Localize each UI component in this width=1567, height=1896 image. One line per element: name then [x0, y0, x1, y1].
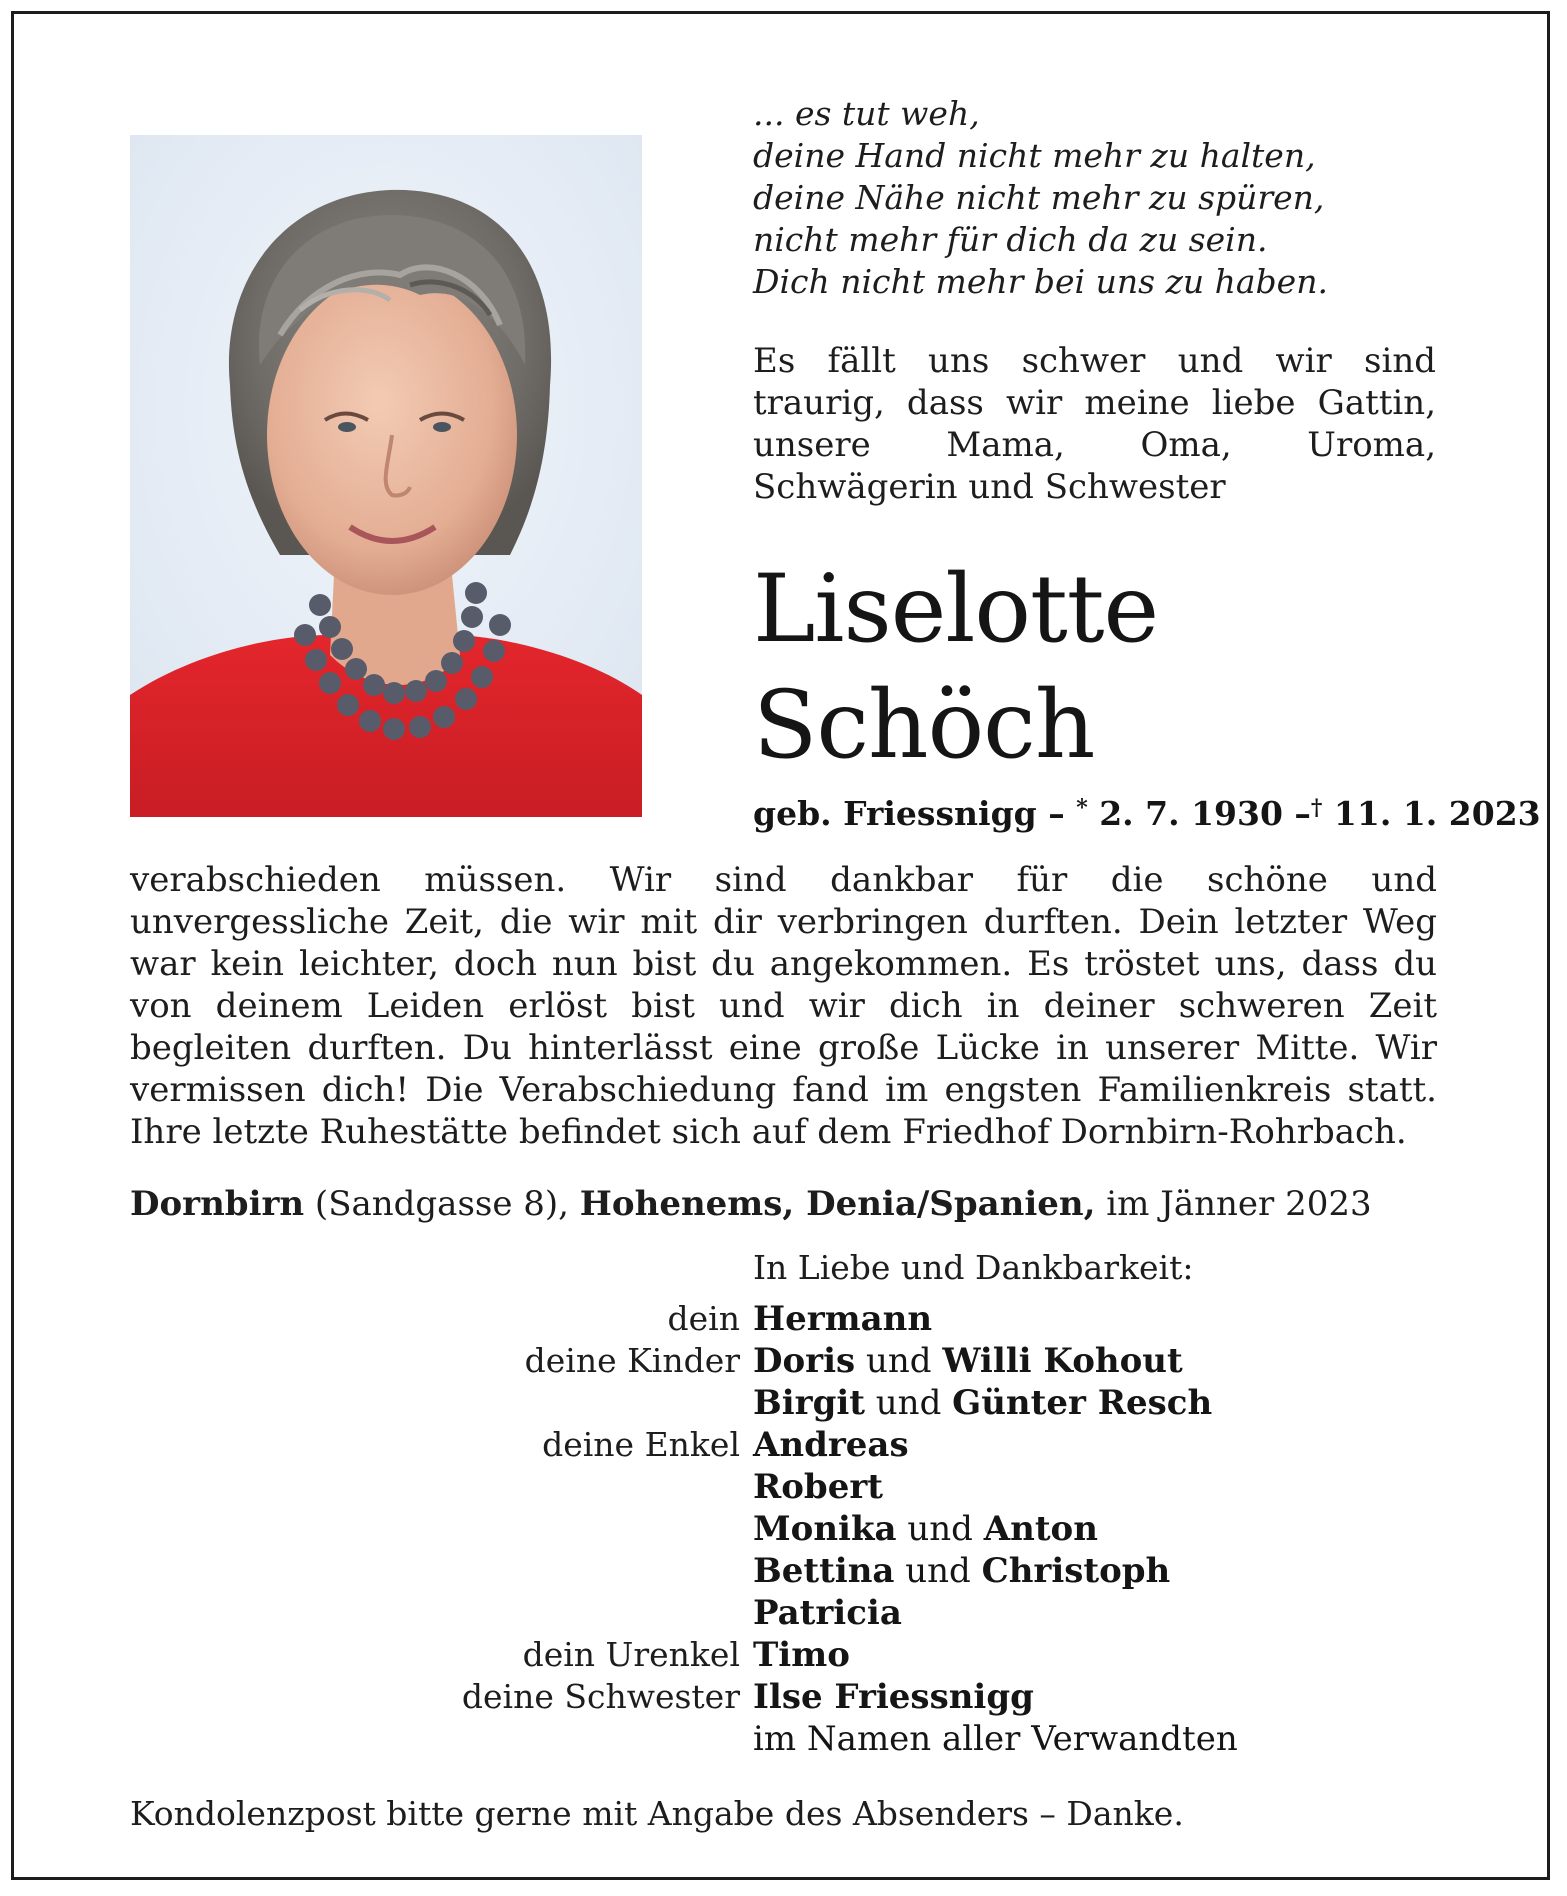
family-row: [380, 1424, 1480, 1466]
connector-text: und: [896, 1509, 984, 1549]
family-names: [740, 1508, 1098, 1550]
connector-text: und: [864, 1383, 953, 1423]
poem-line: deine Hand nicht mehr zu halten,: [753, 136, 1316, 175]
body-text: verabschieden müssen. Wir sind dankbar für die schöne und unvergessliche Zeit, die wir mit dir verbringen durften. Dein letzter Weg war kein leichter, doch nun bist du angekommen. Es tröstet uns, dass du von deinem Leiden erlöst bist und wir dich in deiner schweren Zeit begleiten durften. Du hinterlässt eine große Lücke in unserer Mitte. Wir vermissen dich! Die Verabschiedung fand im engsten Familienkreis statt. Ihre letzte Ruhestätte befindet sich auf dem Friedhof Dornbirn-Rohrbach.: [130, 860, 1437, 1152]
relation-label: deine Enkel: [542, 1425, 740, 1464]
family-member-name: Patricia: [753, 1593, 902, 1633]
connector-text: und: [894, 1551, 982, 1591]
family-member-name: Christoph: [981, 1551, 1171, 1591]
death-symbol: †: [1310, 795, 1323, 821]
family-member-name: Robert: [753, 1467, 883, 1507]
family-row: [380, 1298, 1480, 1340]
intro-text: Es fällt uns schwer und wir sind traurig, dass wir meine liebe Gattin, unsere Mama, Oma, Uroma, Schwägerin und Schwester: [753, 341, 1436, 507]
family-names: [740, 1382, 1212, 1424]
poem-line: ... es tut weh,: [753, 94, 980, 133]
family-member-name: Andreas: [753, 1425, 909, 1465]
family-member-name: Bettina: [753, 1551, 895, 1591]
family-names: [740, 1676, 1034, 1718]
family-member-name: Doris: [753, 1341, 856, 1381]
place-date: im Jänner 2023: [1095, 1184, 1372, 1224]
family-member-name: Willi Kohout: [942, 1341, 1183, 1381]
first-name: Liselotte: [753, 555, 1159, 664]
birth-death-line: [753, 787, 1541, 835]
family-names: [740, 1298, 932, 1340]
family-row: [380, 1466, 1480, 1508]
family-row: [380, 1382, 1480, 1424]
family-member-name: Monika: [753, 1509, 897, 1549]
poem-line: deine Nähe nicht mehr zu spüren,: [753, 178, 1325, 217]
deceased-name: [753, 552, 1533, 784]
family-member-name: Birgit: [753, 1383, 865, 1423]
family-row: [380, 1676, 1480, 1718]
family-row: [380, 1508, 1480, 1550]
maiden-name: geb. Friessnigg –: [753, 794, 1077, 833]
family-row: [380, 1718, 1480, 1760]
family-list: [380, 1298, 1480, 1760]
place-other: Hohenems, Denia/Spanien,: [579, 1184, 1096, 1224]
family-names: [740, 1340, 1183, 1382]
family-member-name: Anton: [983, 1509, 1098, 1549]
birth-date: 2. 7. 1930 –: [1087, 794, 1311, 833]
connector-text: im Namen aller Verwandten: [753, 1719, 1238, 1759]
family-names: [740, 1466, 883, 1508]
relation-label: dein: [667, 1299, 740, 1338]
family-names: [740, 1592, 902, 1634]
poem-line: nicht mehr für dich da zu sein.: [753, 220, 1268, 259]
family-member-name: Hermann: [753, 1299, 933, 1339]
portrait-photo: [130, 135, 642, 817]
death-date: 11. 1. 2023: [1322, 794, 1541, 833]
family-names: [740, 1718, 1238, 1760]
relation-label: deine Kinder: [524, 1341, 740, 1380]
poem-line: Dich nicht mehr bei uns zu haben.: [753, 262, 1328, 301]
family-names: [740, 1550, 1170, 1592]
place-line: [130, 1183, 1450, 1225]
connector-text: und: [855, 1341, 943, 1381]
family-row: [380, 1634, 1480, 1676]
family-member-name: Günter Resch: [952, 1383, 1213, 1423]
portrait-illustration: [130, 135, 642, 817]
family-member-name: Ilse Friessnigg: [753, 1677, 1034, 1717]
family-row: [380, 1592, 1480, 1634]
closing-line: In Liebe und Dankbarkeit:: [753, 1248, 1194, 1287]
place-address: (Sandgasse 8),: [304, 1184, 580, 1224]
relation-label: deine Schwester: [461, 1677, 740, 1716]
place-city: Dornbirn: [130, 1184, 305, 1224]
last-name: Schöch: [753, 671, 1095, 780]
family-names: [740, 1634, 850, 1676]
relation-label: dein Urenkel: [522, 1635, 740, 1674]
footer-note: Kondolenzpost bitte gerne mit Angabe des Absenders – Danke.: [130, 1794, 1184, 1833]
family-member-name: Timo: [753, 1635, 850, 1675]
family-names: [740, 1424, 909, 1466]
birth-symbol: *: [1076, 795, 1088, 821]
poem: [753, 93, 1453, 303]
family-row: [380, 1340, 1480, 1382]
family-row: [380, 1550, 1480, 1592]
